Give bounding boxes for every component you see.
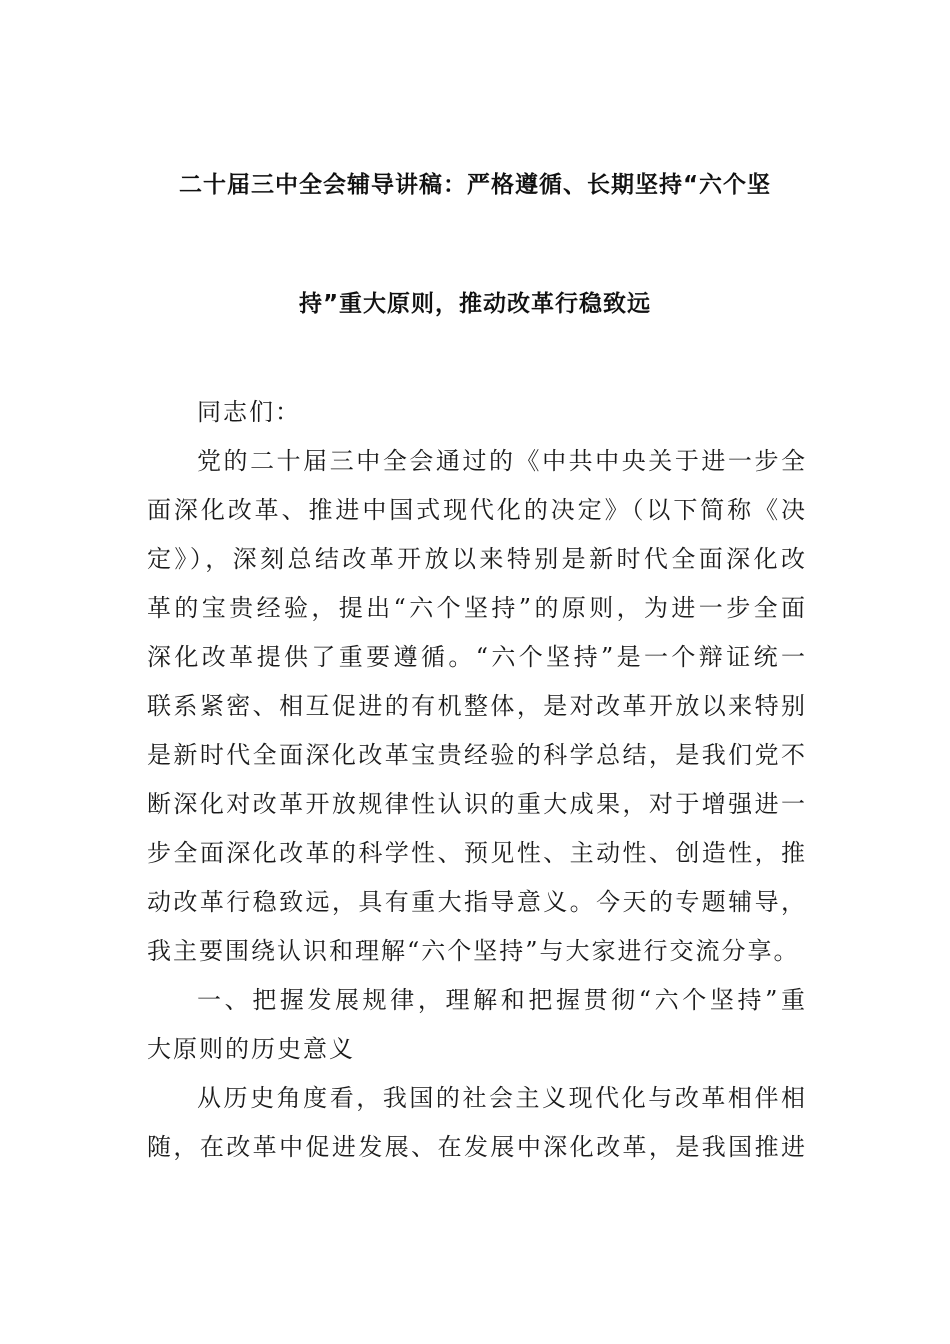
paragraph-1-line: 步全面深化改革的科学性、预见性、主动性、创造性，推: [147, 839, 807, 867]
paragraph-1-line: 定》），深刻总结改革开放以来特别是新时代全面深化改: [147, 545, 807, 573]
paragraph-1-line: 动改革行稳致远，具有重大指导意义。今天的专题辅导，: [147, 888, 807, 916]
section-heading-1-line: 大原则的历史意义: [147, 1035, 355, 1063]
paragraph-2-line: 随，在改革中促进发展、在发展中深化改革，是我国推进: [147, 1133, 807, 1161]
paragraph-2-line: 从历史角度看，我国的社会主义现代化与改革相伴相: [197, 1084, 807, 1112]
paragraph-1-line: 革的宝贵经验，提出“六个坚持”的原则，为进一步全面: [147, 594, 807, 622]
document-body: [147, 388, 807, 1172]
paragraph-1-line: 我主要围绕认识和理解“六个坚持”与大家进行交流分享。: [147, 937, 800, 965]
section-heading-1-line: 一、把握发展规律，理解和把握贯彻“六个坚持”重: [197, 986, 807, 1014]
paragraph-1-line: 联系紧密、相互促进的有机整体，是对改革开放以来特别: [147, 692, 807, 720]
document-title-line-1: 二十届三中全会辅导讲稿：严格遵循、长期坚持“六个坚: [178, 172, 772, 198]
paragraph-1-line: 党的二十届三中全会通过的《中共中央关于进一步全: [197, 447, 807, 475]
paragraph-1-line: 面深化改革、推进中国式现代化的决定》（以下简称《决: [147, 496, 807, 524]
paragraph-1-line: 是新时代全面深化改革宝贵经验的科学总结，是我们党不: [147, 741, 807, 769]
document-title-line-2: 持”重大原则，推动改革行稳致远: [298, 291, 652, 317]
paragraph-1-line: 断深化对改革开放规律性认识的重大成果，对于增强进一: [147, 790, 807, 818]
paragraph-1-line: 深化改革提供了重要遵循。“六个坚持”是一个辩证统一: [147, 643, 807, 671]
greeting: 同志们：: [197, 398, 301, 426]
